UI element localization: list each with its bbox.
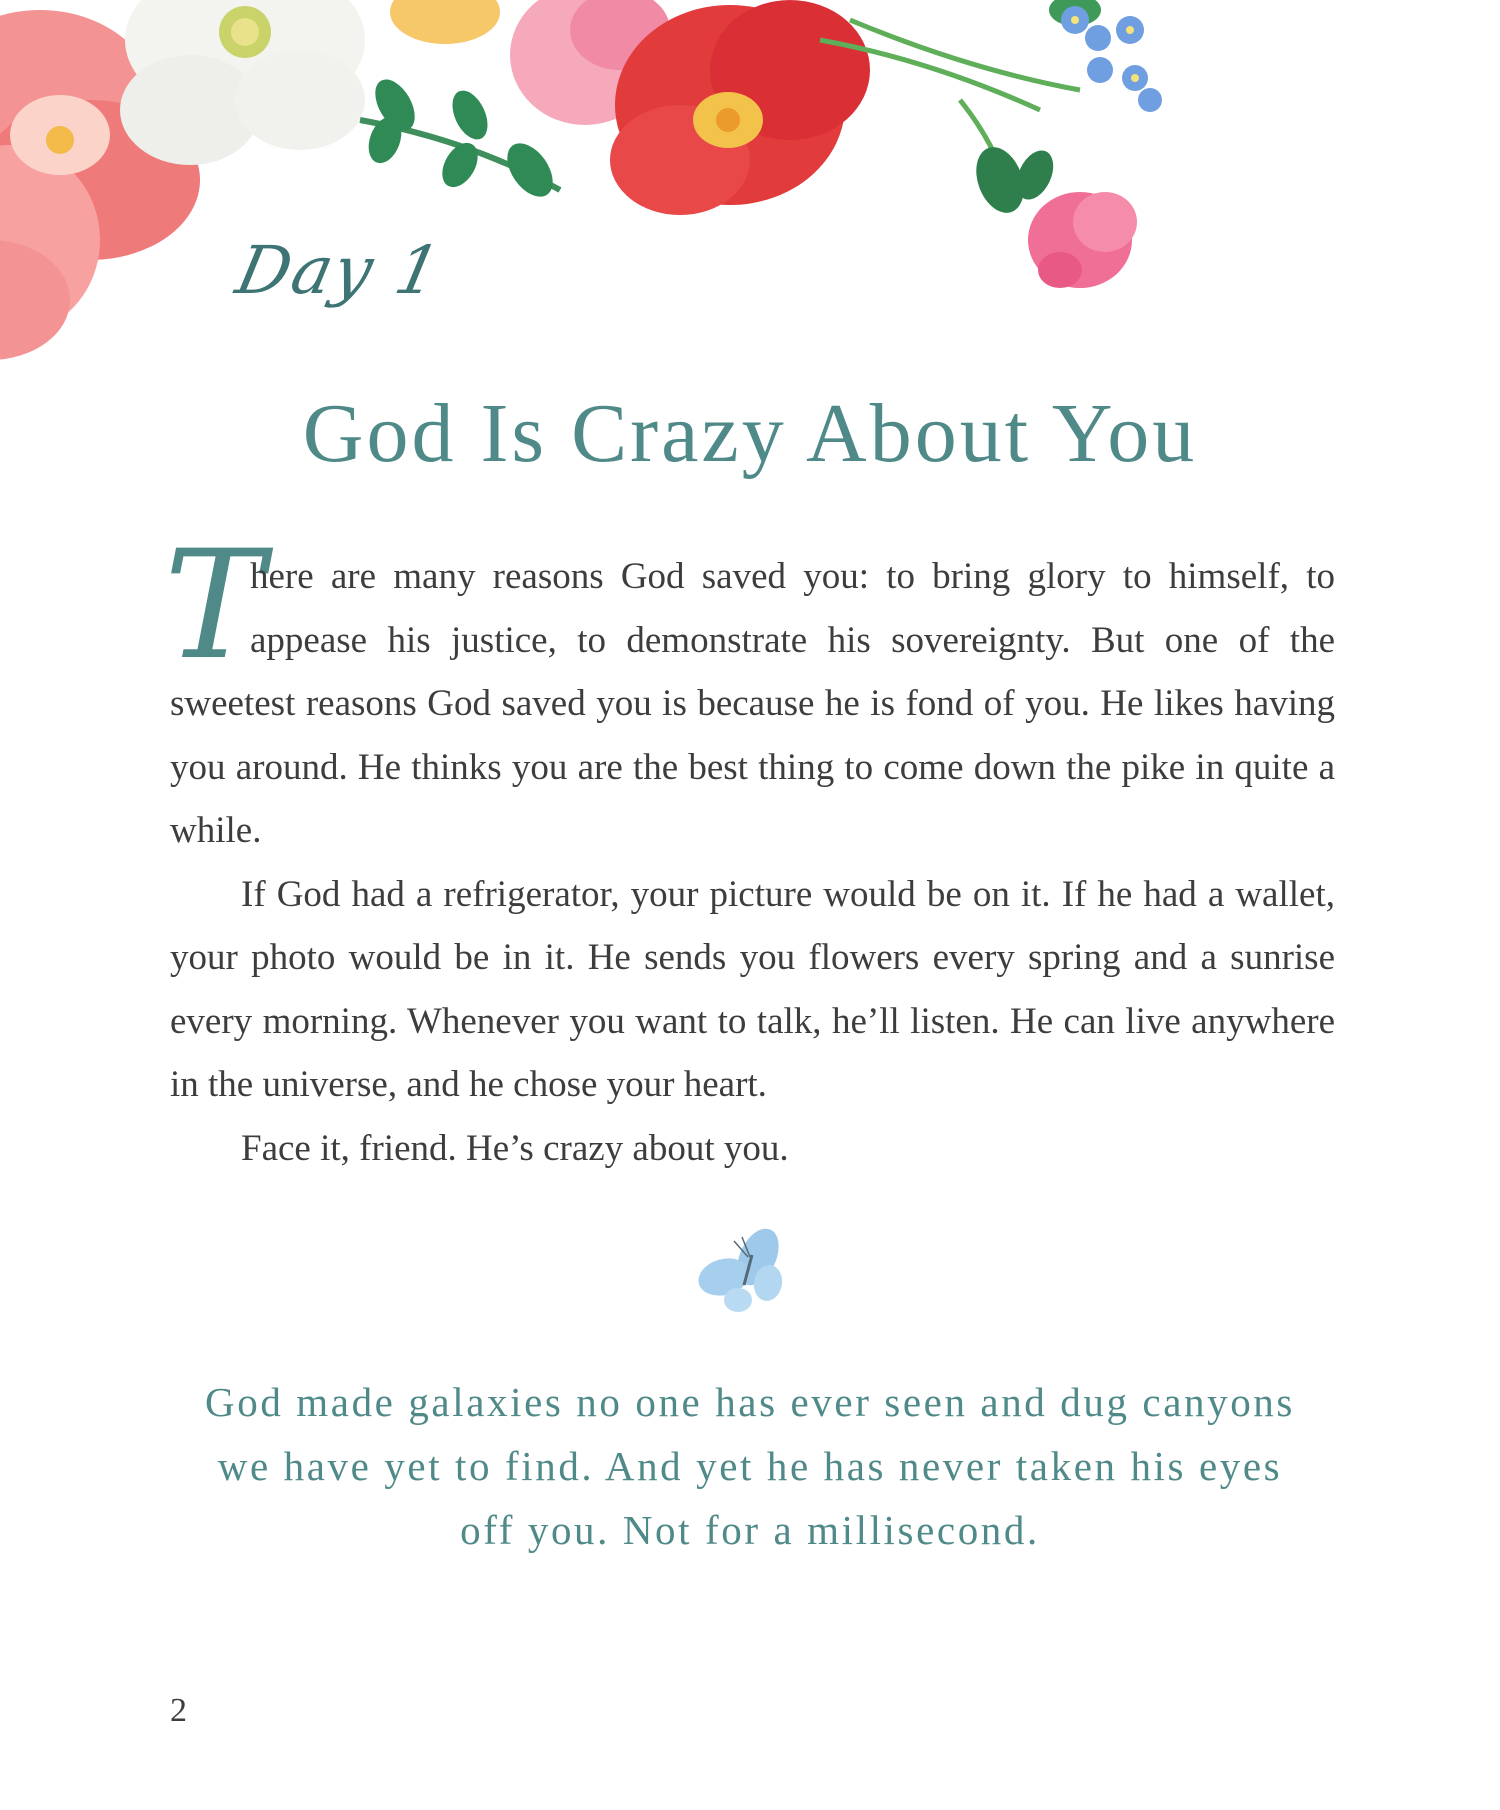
paragraph-2: If God had a refrigerator, your picture would be on it. If he had a wallet, your photo would be in it. He sends you flowers every spring and a sunrise every morning. Whenever you want to talk, he’ll listen. He can live anywhere in the universe, and he chose your heart. bbox=[170, 873, 1335, 1105]
paragraph-3: Face it, friend. He’s crazy about you. bbox=[241, 1127, 789, 1169]
butterfly-icon bbox=[686, 1215, 796, 1325]
body-text bbox=[164, 519, 1335, 1180]
paragraph-1 bbox=[164, 519, 1335, 863]
day-label: Day 1 bbox=[229, 232, 449, 309]
white-anemone-icon bbox=[120, 0, 365, 165]
pull-quote: God made galaxies no one has ever seen and dug canyons we have yet to find. And yet he has never taken his eyes off you. Not for a millisecond. bbox=[205, 1379, 1295, 1553]
drop-cap: T bbox=[164, 519, 265, 693]
page-number: 2 bbox=[170, 1692, 187, 1729]
yellow-petal-icon bbox=[390, 0, 500, 44]
forget-me-not-icon bbox=[1061, 6, 1162, 112]
page-title: God Is Crazy About You bbox=[302, 387, 1198, 480]
floral-header-illustration bbox=[0, 0, 1500, 400]
pink-bud-icon bbox=[1028, 192, 1137, 288]
paragraph-1-text: here are many reasons God saved you: to bring glory to himself, to appease his justice, to demonstrate his sovereignty. But one of the sweetest reasons God saved you is because he is fond of you. He likes having you around. He thinks you are the best thing to come down the pike in quite a while. bbox=[170, 556, 1335, 851]
